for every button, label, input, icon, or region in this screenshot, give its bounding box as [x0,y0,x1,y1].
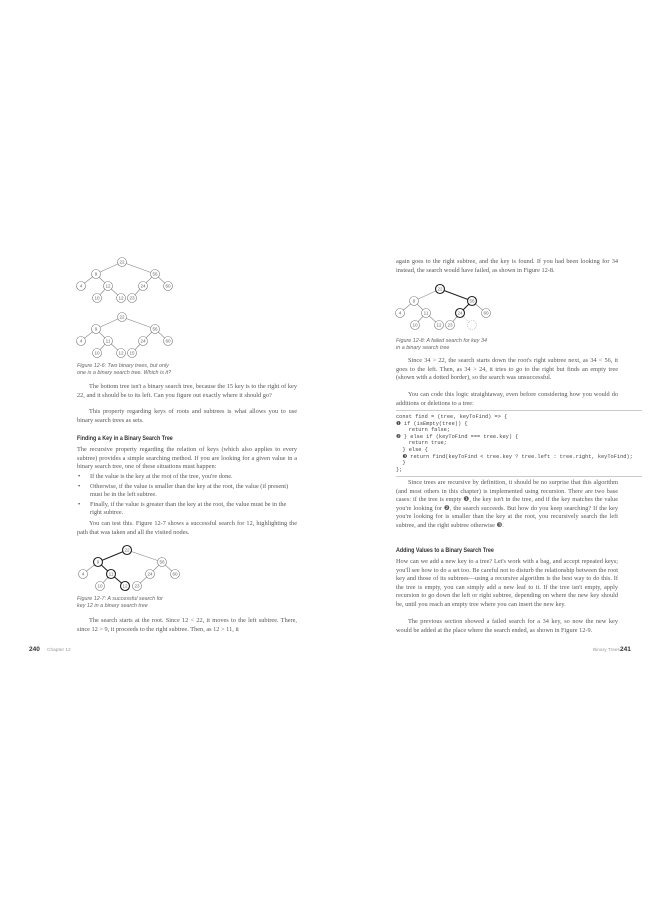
caption-line: Figure 12-7: A successful search for [77,596,163,602]
running-head: Chapter 12 [47,648,71,653]
right-page [330,0,660,900]
svg-text:11: 11 [423,310,429,316]
paragraph: You can test this. Figure 12-7 shows a successful search for 12, highlighting the path that was taken and all the visited nodes. [77,520,297,536]
svg-text:10: 10 [97,583,103,589]
svg-text:12: 12 [436,322,442,328]
svg-text:12: 12 [105,283,111,289]
svg-text:10: 10 [94,350,100,356]
svg-text:12: 12 [118,295,124,301]
paragraph: You can code this logic straightaway, even before considering how you would do additions or deletions to a tree: [396,391,618,407]
paragraph: The search starts at the root. Since 12 < 22, it moves to the left subtree. There, since 12 > 9, it proceeds to the right subtree. Then, as 12 > 11, it [77,617,297,633]
code-block [396,410,642,477]
bullet-item: • Otherwise, if the value is smaller than the key at the root, the value (if present) must be in the left subtree. [77,483,297,500]
caption-line: Figure 12-8: A failed search for key 34 [396,338,487,344]
figure-12-8-caption [396,338,536,352]
paragraph: Since 34 > 22, the search starts down the root's right subtree next, as 34 < 56, it goes to the left. Then, as 34 > 24, it tries to go to the right but finds an empty tree (shown with a dotted border), so the search was unsuccessful. [396,357,618,382]
svg-text:10: 10 [94,295,100,301]
figure-12-7-tree [76,544,182,594]
empty-tree-node [468,321,477,330]
svg-text:4: 4 [81,571,85,577]
svg-text:4: 4 [79,338,83,344]
svg-text:4: 4 [398,310,402,316]
code-line: ❷ } else if (keyToFind === tree.key) { [396,433,519,440]
svg-text:60: 60 [165,338,171,344]
svg-text:15: 15 [129,350,135,356]
svg-text:22: 22 [119,314,125,320]
code-line: } else { [396,446,428,453]
svg-text:60: 60 [172,571,178,577]
svg-text:24: 24 [147,571,153,577]
figure-12-6-top-tree [75,256,175,306]
running-head: Binary Trees [593,648,620,653]
caption-line: Figure 12-6: Two binary trees, but only [77,363,169,369]
figure-12-8-tree [394,283,494,335]
section-heading: Adding Values to a Binary Search Tree [396,547,494,554]
svg-text:12: 12 [122,583,128,589]
code-line: ❸ return find(keyToFind < tree.key ? tree.left : tree.right, keyToFind); [396,453,633,460]
svg-text:56: 56 [152,271,158,277]
svg-text:56: 56 [152,326,158,332]
figure-12-7-caption [77,596,217,610]
svg-text:9: 9 [412,298,416,304]
bullet-list [77,473,297,519]
section-heading: Finding a Key in a Binary Search Tree [77,435,173,442]
svg-text:24: 24 [140,338,146,344]
code-line: ❶ if (isEmpty(tree)) { [396,420,468,427]
svg-text:24: 24 [457,310,463,316]
bullet-item: • If the value is the key at the root of the tree, you're done. [77,473,297,482]
code-line: return true; [396,440,447,447]
svg-text:24: 24 [140,283,146,289]
svg-text:9: 9 [94,271,98,277]
svg-text:9: 9 [96,559,100,565]
code-line: const find = (tree, keyToFind) => { [396,414,508,420]
svg-text:4: 4 [79,283,83,289]
bullet-item: • Finally, if the value is greater than the key at the root, the value must be in the right subtree. [77,501,297,518]
svg-text:56: 56 [159,559,165,565]
svg-text:22: 22 [119,259,125,265]
svg-text:23: 23 [447,322,453,328]
svg-text:10: 10 [412,322,418,328]
paragraph: The previous section showed a failed search for a 34 key, so now the new key would be added at the place where the search ended, as shown in Figure 12-9. [396,618,618,634]
svg-text:56: 56 [469,298,475,304]
svg-text:11: 11 [105,338,111,344]
svg-text:11: 11 [108,571,114,577]
figure-12-6-bottom-tree [75,311,175,361]
svg-text:9: 9 [94,326,98,332]
svg-text:23: 23 [134,583,140,589]
paragraph: The recursive property regarding the relation of keys (which also applies to every subtree) provides a simple searching method. If you are looking for a given value in a binary search tree, one of these situations must happen: [77,446,297,471]
code-line: } [396,460,406,467]
svg-text:22: 22 [124,547,130,553]
paragraph: How can we add a new key to a tree? Let's work with a bag, and accept repeated keys; you'll see how to do a set too. Be careful not to disturb the relationship between the root key and those of its subtrees—using a recursive algorithm is the best way to do this. If the tree is empty, you can simply add a new leaf to it. If the tree isn't empty, apply recursion to go down the left or right subtree, depending on where the new key should be, until you reach an empty tree where you can insert the new key. [396,558,618,608]
svg-text:60: 60 [165,283,171,289]
caption-line: one is a binary search tree. Which is it? [77,370,172,376]
paragraph: The bottom tree isn't a binary search tree, because the 15 key is to the right of key 22, and it should be to its left. Can you figure out exactly where it should go? [77,383,297,399]
svg-text:60: 60 [483,310,489,316]
page-number: 241 [620,646,631,653]
code-line: }; [396,466,403,473]
svg-text:12: 12 [118,350,124,356]
paragraph: Since trees are recursive by definition, it should be no surprise that this algorithm (and most others in this chapter) is implemented using recursion. There are two base cases: if the tree is empty ❶, the key isn't in the tree, and if the key matches the value you're looking for ❷, the search succeeds. But how do you keep searching? If the key you're looking for is smaller than the key at the root, you recursively search the left subtree, and the right subtree otherwise ❸. [396,479,618,529]
caption-line: in a binary search tree [396,345,450,351]
code-line: return false; [396,427,451,434]
figure-12-6-caption [77,363,217,377]
paragraph: again goes to the right subtree, and the key is found. If you had been looking for 34 instead, the search would have failed, as shown in Figure 12-8. [396,258,618,274]
caption-line: key 12 in a binary search tree [77,603,148,609]
svg-text:22: 22 [437,286,443,292]
page-number: 240 [29,646,40,653]
svg-text:23: 23 [129,295,135,301]
paragraph: This property regarding keys of roots and subtrees is what allows you to use binary search trees as sets. [77,408,297,424]
